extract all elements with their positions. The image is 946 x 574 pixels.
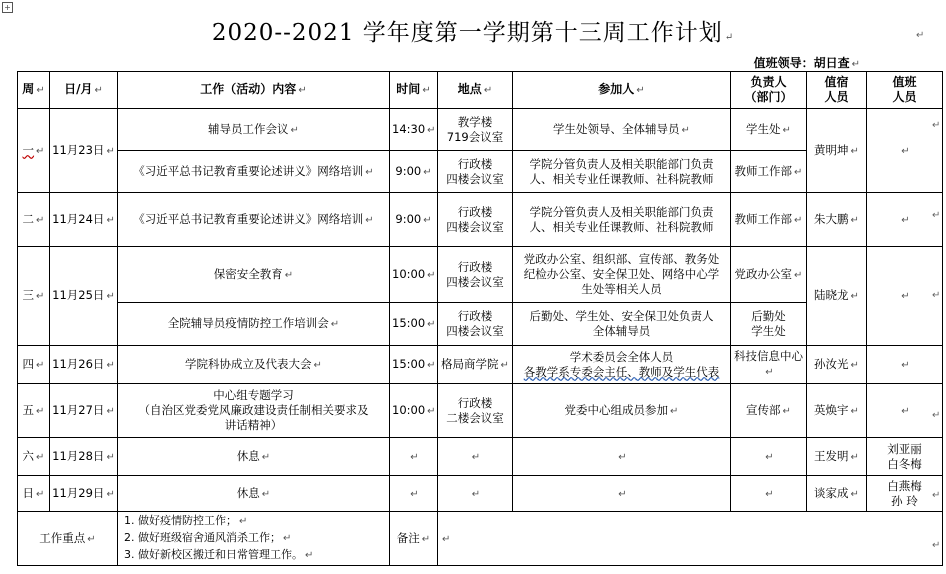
place-cell[interactable]: 行政楼 四楼会议室 (438, 303, 513, 346)
schedule-table (17, 71, 943, 566)
header-row (18, 72, 943, 109)
date-cell[interactable]: 11月25日 ↵ (50, 247, 118, 346)
date-cell[interactable]: 11月23日 ↵ (50, 109, 118, 193)
place-cell[interactable]: 行政楼 四楼会议室 (438, 151, 513, 193)
place-cell[interactable]: 格局商学院 ↵ (438, 346, 513, 384)
place-cell[interactable]: ↵ (438, 438, 513, 476)
dorm-cell[interactable]: 朱大鹏 ↵ (807, 193, 867, 247)
place-cell[interactable]: 行政楼 二楼会议室 (438, 384, 513, 438)
table-row (18, 303, 943, 346)
header-week[interactable]: 周 ↵ (18, 72, 50, 109)
week-cell[interactable]: 二 ↵ (18, 193, 50, 247)
week-cell[interactable]: 六 ↵ (18, 438, 50, 476)
header-time[interactable]: 时间 ↵ (390, 72, 438, 109)
participants-cell[interactable]: ↵ (513, 476, 731, 512)
header-owner[interactable]: 负责人 （部门） (731, 72, 807, 109)
duty-cell[interactable]: ↵ (867, 109, 943, 193)
week-cell[interactable]: 一 ↵ (18, 109, 50, 193)
time-cell[interactable]: ↵ (390, 476, 438, 512)
table-row (18, 109, 943, 151)
paragraph-mark-icon: ↵ (851, 59, 860, 70)
notes-label-cell[interactable]: 备注 ↵ (390, 512, 438, 566)
week-cell[interactable]: 四 ↵ (18, 346, 50, 384)
duty-leader (754, 54, 860, 71)
duty-cell[interactable]: ↵ (867, 193, 943, 247)
owner-cell[interactable]: 学生处 ↵ (731, 109, 807, 151)
content-cell[interactable]: 休息 ↵ (118, 476, 390, 512)
table-row (18, 151, 943, 193)
duty-cell[interactable]: 刘亚丽 白冬梅 (867, 438, 943, 476)
time-cell[interactable]: 15:00 ↵ (390, 346, 438, 384)
owner-cell[interactable]: 教师工作部 ↵ (731, 193, 807, 247)
focus-label-cell[interactable]: 工作重点 ↵ (18, 512, 118, 566)
content-cell[interactable]: 辅导员工作会议 ↵ (118, 109, 390, 151)
participants-cell[interactable]: 党政办公室、组织部、宣传部、教务处 纪检办公室、安全保卫处、网络中心学 生处等相关人员 (513, 247, 731, 303)
paragraph-mark-icon: ↵ (932, 210, 941, 221)
table-row (18, 247, 943, 303)
time-cell[interactable]: 10:00 ↵ (390, 247, 438, 303)
dorm-cell[interactable]: 黄明坤 ↵ (807, 109, 867, 193)
participants-cell[interactable]: 党委中心组成员参加 ↵ (513, 384, 731, 438)
place-cell[interactable]: 行政楼 四楼会议室 (438, 193, 513, 247)
duty-cell[interactable]: ↵ (867, 247, 943, 346)
participants-cell[interactable]: 学生处领导、全体辅导员 ↵ (513, 109, 731, 151)
time-cell[interactable]: ↵ (390, 438, 438, 476)
paragraph-mark-icon: ↵ (916, 30, 925, 41)
owner-cell[interactable]: ↵ (731, 438, 807, 476)
place-cell[interactable]: ↵ (438, 476, 513, 512)
dorm-cell[interactable]: 陆晓龙 ↵ (807, 247, 867, 346)
dorm-cell[interactable]: 英焕宇 ↵ (807, 384, 867, 438)
duty-cell[interactable]: ↵ (867, 346, 943, 384)
move-handle-icon[interactable]: + (2, 2, 13, 13)
content-cell[interactable]: 中心组专题学习 （自治区党委党风廉政建设责任制相关要求及 讲话精神） (118, 384, 390, 438)
owner-cell[interactable]: ↵ (731, 476, 807, 512)
paragraph-mark-icon: ↵ (932, 120, 941, 131)
duty-leader-text: 值班领导：胡日查 (753, 56, 850, 70)
owner-cell[interactable]: 教师工作部 ↵ (731, 151, 807, 193)
date-cell[interactable]: 11月27日 ↵ (50, 384, 118, 438)
title-text: 2020--2021 学年度第一学期第十三周工作计划 (211, 20, 723, 46)
table-row (18, 384, 943, 438)
header-dorm[interactable]: 值宿 人员 (807, 72, 867, 109)
table-row (18, 346, 943, 384)
table-row (18, 476, 943, 512)
header-place[interactable]: 地点 ↵ (438, 72, 513, 109)
header-participants[interactable]: 参加人 ↵ (513, 72, 731, 109)
focus-item: 1. 做好疫情防控工作； ↵ (124, 514, 248, 527)
paragraph-mark-icon: ↵ (932, 290, 941, 301)
participants-cell[interactable]: 学院分管负责人及相关职能部门负责 人、相关专业任课教师、社科院教师 (513, 193, 731, 247)
participants-cell[interactable]: ↵ (513, 438, 731, 476)
owner-cell[interactable]: 宣传部 ↵ (731, 384, 807, 438)
place-cell[interactable]: 教学楼 719会议室 (438, 109, 513, 151)
week-cell[interactable]: 三 ↵ (18, 247, 50, 346)
date-cell[interactable]: 11月29日 ↵ (50, 476, 118, 512)
paragraph-mark-icon: ↵ (932, 490, 941, 501)
time-cell[interactable]: 10:00 ↵ (390, 384, 438, 438)
owner-cell[interactable]: 后勤处 学生处 (731, 303, 807, 346)
content-cell[interactable]: 全院辅导员疫情防控工作培训会 ↵ (118, 303, 390, 346)
duty-cell[interactable]: 白燕梅 孙 玲 (867, 476, 943, 512)
document-title (0, 14, 946, 47)
participants-cell[interactable]: 学术委员会全体人员 各教学系专委会主任、教师及学生代表 (513, 346, 731, 384)
header-duty[interactable]: 值班 人员 (867, 72, 943, 109)
dorm-cell[interactable]: 王发明 ↵ (807, 438, 867, 476)
date-cell[interactable]: 11月26日 ↵ (50, 346, 118, 384)
participants-cell[interactable]: 学院分管负责人及相关职能部门负责 人、相关专业任课教师、社科院教师 (513, 151, 731, 193)
content-cell[interactable]: 保密安全教育 ↵ (118, 247, 390, 303)
duty-cell[interactable]: ↵ (867, 384, 943, 438)
dorm-cell[interactable]: 孙汝光 ↵ (807, 346, 867, 384)
dorm-cell[interactable]: 谈家成 ↵ (807, 476, 867, 512)
date-cell[interactable]: 11月24日 ↵ (50, 193, 118, 247)
owner-cell[interactable]: 科技信息中心↵ (731, 346, 807, 384)
table-row (18, 438, 943, 476)
participants-cell[interactable]: 后勤处、学生处、安全保卫处负责人 全体辅导员 (513, 303, 731, 346)
focus-item: 3. 做好新校区搬迁和日常管理工作。 ↵ (124, 548, 314, 561)
time-cell[interactable]: 9:00 ↵ (390, 193, 438, 247)
paragraph-mark-icon: ↵ (724, 32, 735, 43)
header-date[interactable]: 日/月 ↵ (50, 72, 118, 109)
time-cell[interactable]: 9:00 ↵ (390, 151, 438, 193)
week-cell[interactable]: 五 ↵ (18, 384, 50, 438)
content-cell[interactable]: 学院科协成立及代表大会 ↵ (118, 346, 390, 384)
owner-cell[interactable]: 党政办公室 ↵ (731, 247, 807, 303)
header-content[interactable]: 工作（活动）内容 ↵ (118, 72, 390, 109)
week-cell[interactable]: 日 ↵ (18, 476, 50, 512)
focus-row (18, 512, 943, 566)
content-cell[interactable]: 《习近平总书记教育重要论述讲义》网络培训 ↵ (118, 151, 390, 193)
content-cell[interactable]: 《习近平总书记教育重要论述讲义》网络培训 ↵ (118, 193, 390, 247)
content-cell[interactable]: 休息 ↵ (118, 438, 390, 476)
date-cell[interactable]: 11月28日 ↵ (50, 438, 118, 476)
notes-cell[interactable]: ↵ (438, 512, 943, 566)
time-cell[interactable]: 15:00 ↵ (390, 303, 438, 346)
paragraph-mark-icon: ↵ (932, 410, 941, 421)
focus-item: 2. 做好班级宿舍通风消杀工作； ↵ (124, 531, 292, 544)
focus-items-cell[interactable] (118, 512, 390, 566)
place-cell[interactable]: 行政楼 四楼会议室 (438, 247, 513, 303)
paragraph-mark-icon: ↵ (932, 540, 941, 551)
table-row (18, 193, 943, 247)
time-cell[interactable]: 14:30 ↵ (390, 109, 438, 151)
